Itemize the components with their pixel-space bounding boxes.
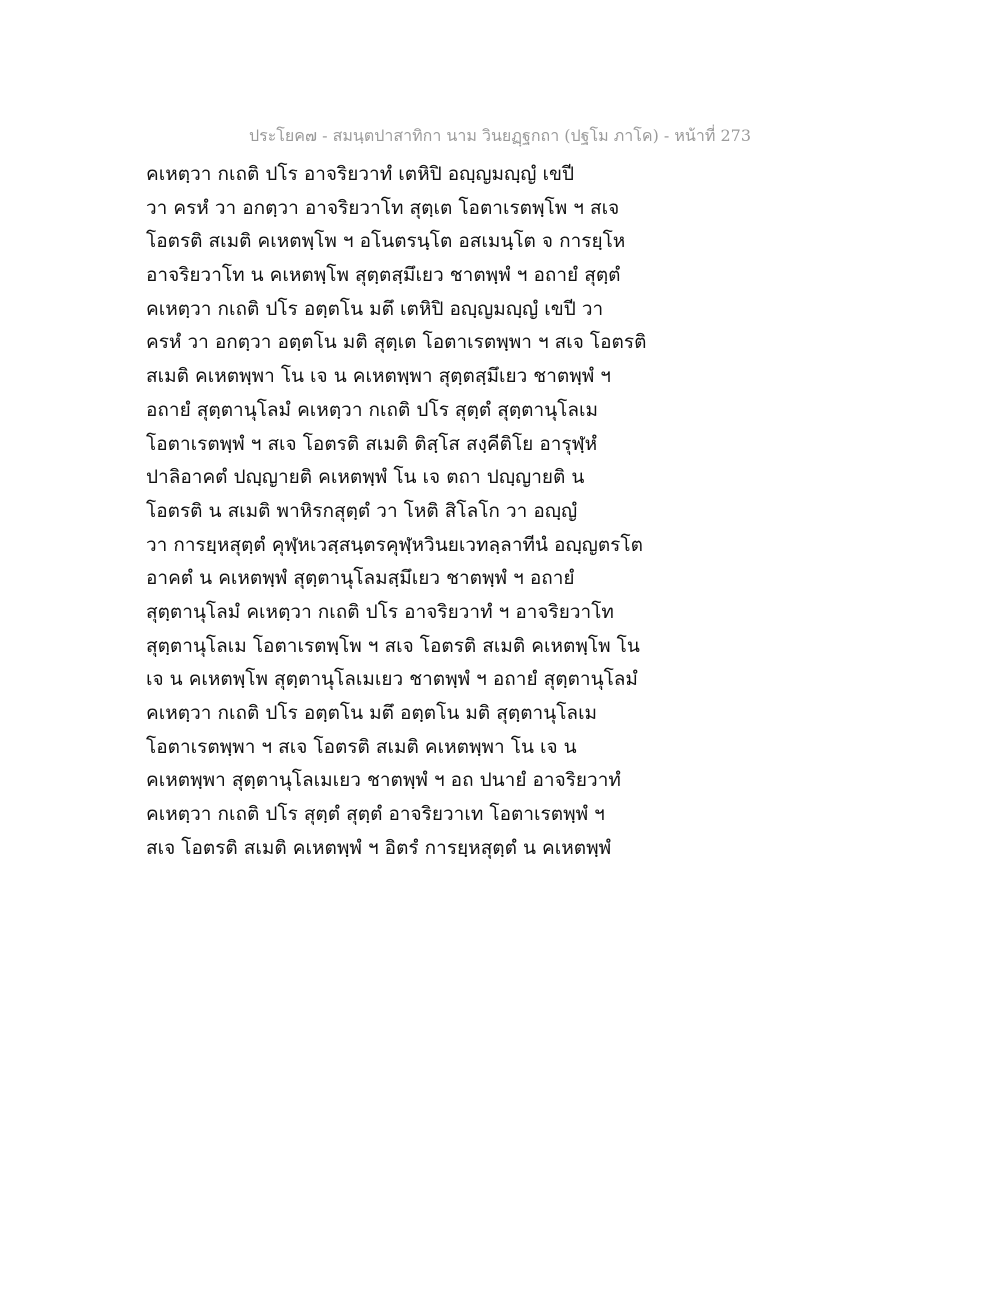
body-text (146, 158, 666, 865)
text-line: คเหตฺวา กเถติ ปโร อตฺตโน มตึ อตฺตโน มติ สุตฺตานุโลเม (146, 702, 598, 724)
text-line: โอตรติ สเมติ คเหตพฺโพ ฯ อโนตรนฺโต อสเมนฺโต จ การยฺโห (146, 230, 626, 253)
text-line: โอตรติ น สเมติ พาหิรกสุตฺตํ วา โหติ สิโลโก วา อญฺญํ (146, 499, 578, 522)
text-line: ครหํ วา อกตฺวา อตฺตโน มติ สุตฺเต โอตาเรตพฺพา ฯ สเจ โอตรติ (146, 331, 647, 354)
text-line: ปาลิอาคตํ ปญฺญายติ คเหตพฺพํ โน เจ ตถา ปญฺญายติ น (146, 466, 585, 489)
text-line: อถายํ สุตฺตานุโลมํ คเหตฺวา กเถติ ปโร สุตฺตํ สุตฺตานุโลเม (146, 398, 599, 421)
running-header: ประโยค๗ - สมนฺตปาสาทิกา นาม วินยฏฺฐกถา (ปฐโม ภาโค) - หน้าที่ 273 (248, 126, 752, 145)
text-line: คเหตฺวา กเถติ ปโร สุตฺตํ สุตฺตํ อาจริยวาเท โอตาเรตพฺพํ ฯ (146, 803, 605, 826)
text-line: อาคตํ น คเหตพฺพํ สุตฺตานุโลมสฺมึเยว ชาตพฺพํ ฯ อถายํ (146, 567, 575, 590)
text-line: สุตฺตานุโลเม โอตาเรตพฺโพ ฯ สเจ โอตรติ สเมติ คเหตพฺโพ โน (146, 634, 640, 657)
text-line: คเหตฺวา กเถติ ปโร อาจริยวาทํ เตหิปิ อญฺญมญฺญํ เขปี (146, 163, 575, 185)
text-line: วา การยฺหสุตฺตํ คุฬฺหเวสฺสนฺตรคุฬฺหวินยเวทลฺลาทีนํ อญฺญตรโต (146, 533, 643, 556)
text-line: โอตาเรตพฺพํ ฯ สเจ โอตรติ สเมติ ติสฺโส สงฺคีติโย อารุฬฺหํ (146, 432, 598, 455)
text-line: คเหตฺวา กเถติ ปโร อตฺตโน มตึ เตหิปิ อญฺญมญฺญํ เขปี วา (146, 297, 604, 320)
text-line: สเมติ คเหตพฺพา โน เจ น คเหตพฺพา สุตฺตสฺมึเยว ชาตพฺพํ ฯ (146, 365, 611, 388)
text-line: เจ น คเหตพฺโพ สุตฺตานุโลเมเยว ชาตพฺพํ ฯ อถายํ สุตฺตานุโลมํ (146, 668, 638, 691)
text-line: สเจ โอตรติ สเมติ คเหตพฺพํ ฯ อิตรํ การยฺหสุตฺตํ น คเหตพฺพํ (146, 836, 612, 859)
text-line: สุตฺตานุโลมํ คเหตฺวา กเถติ ปโร อาจริยวาทํ ฯ อาจริยวาโท (146, 600, 614, 623)
text-line: คเหตพฺพา สุตฺตานุโลเมเยว ชาตพฺพํ ฯ อถ ปนายํ อาจริยวาทํ (146, 769, 621, 792)
text-line: โอตาเรตพฺพา ฯ สเจ โอตรติ สเมติ คเหตพฺพา โน เจ น (146, 735, 577, 758)
text-line: วา ครหํ วา อกตฺวา อาจริยวาโท สุตฺเต โอตาเรตพฺโพ ฯ สเจ (146, 196, 620, 219)
text-line: อาจริยวาโท น คเหตพฺโพ สุตฺตสฺมึเยว ชาตพฺพํ ฯ อถายํ สุตฺตํ (146, 264, 621, 287)
